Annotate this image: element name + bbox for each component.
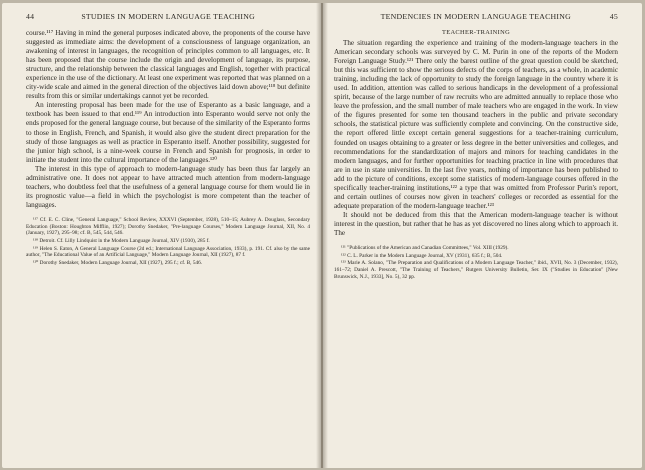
right-paragraph-2: It should not be deduced from this that the American modern-language teacher is without interest in the question, but rather that he has as yet discovered no lines along which to approach it. The bbox=[334, 210, 618, 237]
footnote-119: ¹¹⁹ Helen S. Eaton, A General Language Course (2d ed.; International Language Association, 1933), p. 191. Cf. also by the same author, "The Educational Value of an Artificial Language," Modern Language Journal, XII (1927), 87 f. bbox=[26, 245, 310, 259]
footnote-122: ¹²² C. L. Parker in the Modern Language Journal, XV (1931), 635 f.; B, 504. bbox=[341, 252, 503, 259]
left-running-title: STUDIES IN MODERN LANGUAGE TEACHING bbox=[81, 12, 255, 21]
left-paragraph-2: An interesting proposal has been made for the use of Esperanto as a basic language, and a textbook has been issued to that end.¹¹⁹ An introduction into Esperanto would serve not only the ends proposed for the general language course, but because of the similarity of the Esperanto forms to those in English, French, and Spanish, it would also give the student direct preparation for the study of those languages as well as practice in Esperanto itself. Another possibility, suggested for the junior high school, is a nine-week course in French and Spanish for prognosis, in order to initiate the student into the cultural importance of the languages.¹²⁰ bbox=[26, 101, 310, 164]
right-footnotes bbox=[334, 245, 618, 281]
right-page bbox=[323, 3, 642, 468]
left-footnotes bbox=[26, 217, 310, 267]
left-page-number: 44 bbox=[26, 12, 35, 21]
left-page bbox=[2, 3, 321, 468]
footnote-121: ¹²¹ "Publications of the American and Canadian Committees," Vol. XIII (1929). bbox=[341, 245, 509, 252]
left-paragraph-3: The interest in this type of approach to modern-language study has been thus far largely an administrative one. It does not appear to have attracted much attention from modern-language teachers, who doubtless feel that the usefulness of a general language course for them would lie in its prognostic value—a field in which the psychologist is more competent than the teacher of languages. bbox=[26, 164, 310, 209]
footnote-123: ¹²³ Marie A. Solano, "The Preparation and Qualifications of a Modern Language Teacher," ibid., XVII, No. 3 (December, 1932), 161–72; Daniel A. Prescott, "The Training of Teachers," Rutgers University Bulletin, Ser. IX ("Studies in Education" [New Brunswick, N.J., 1933], No. 5), 32 pp. bbox=[334, 260, 618, 280]
right-page-number: 45 bbox=[609, 12, 618, 21]
footnote-120: ¹²⁰ Dorothy Snedaker, Modern Language Journal, XII (1927), 295 f.; cf. B, 546. bbox=[33, 260, 203, 267]
right-running-head bbox=[334, 12, 618, 21]
left-paragraph-1: course.¹¹⁷ Having in mind the general purposes indicated above, the proponents of the course have suggested as immediate aims: the development of a consciousness of language organization, an awakening of interest in languages, the recognition of principles common to all languages, etc. It has been proposed that the course include the origin and development of language, its purpose, structure, and the relationship between the classical languages and English, together with practical experience in the use of the dictionary. At least one experiment was reported that was planned on a city-wide scale and aimed in the general direction of the objectives laid down above;¹¹⁸ but definite results from this or similar undertakings cannot yet be recorded. bbox=[26, 29, 310, 101]
left-running-head bbox=[26, 12, 310, 21]
footnote-118: ¹¹⁸ Detroit. Cf. Lilly Lindquist in the Modern Language Journal, XIV (1930), 285 f. bbox=[33, 238, 210, 245]
right-running-title: TENDENCIES IN MODERN LANGUAGE TEACHING bbox=[380, 12, 572, 21]
footnote-117: ¹¹⁷ Cf. E. C. Cline, "General Language," School Review, XXXVI (September, 1928), 510–15; Aubrey A. Douglass, Secondary Education (Boston: Houghton Mifflin, 1927); Dorothy Snedaker, "Pre-language Courses," Modern Language Journal, XII, No. 4 (January, 1927), 295–98; cf. B, 545, 544, 546. bbox=[26, 216, 310, 237]
section-heading: TEACHER-TRAINING bbox=[441, 29, 511, 36]
right-paragraph-1: The situation regarding the experience and training of the modern-language teachers in the American secondary schools was surveyed by C. M. Purin in one of the reports of the Modern Foreign Language Study.¹²¹ There only the barest outline of the great question could be sketched, but this was sufficient to show the serious defects of the corps of teachers, as a whole, in academic training, including the lack of opportunity to study the foreign language in the country where it is used. In addition, attention was called to serious handicaps in the development of a professional spirit, because of the large number of raw recruits who are admitted annually to replace those who leave the profession, and the small number of male teachers who are engaged in the work. In view of the figures presented for some ten thousand teachers in the public and private secondary schools, the statistical picture was sufficiently complete and convincing. On the constructive side, the report offered little except certain general suggestions for a teacher-training curriculum, founded on usages obtaining to a greater or less degree in the better universities and colleges, and recommendations for the standardization of majors and minors for teaching candidates in the modern languages, and for further opportunities for teaching practice in line with procedures that are in use in state universities. In the last five years, nothing of importance has been published to add to the picture of conditions, except some statistics of modern-language courses offered in the specifically teacher-training institutions,¹²² a type that was omitted from Professor Purin's report, and certain outlines of courses now given in teachers' colleges or recorded as essential for the adequate preparation of the modern-language teacher.¹²³ bbox=[334, 39, 618, 210]
